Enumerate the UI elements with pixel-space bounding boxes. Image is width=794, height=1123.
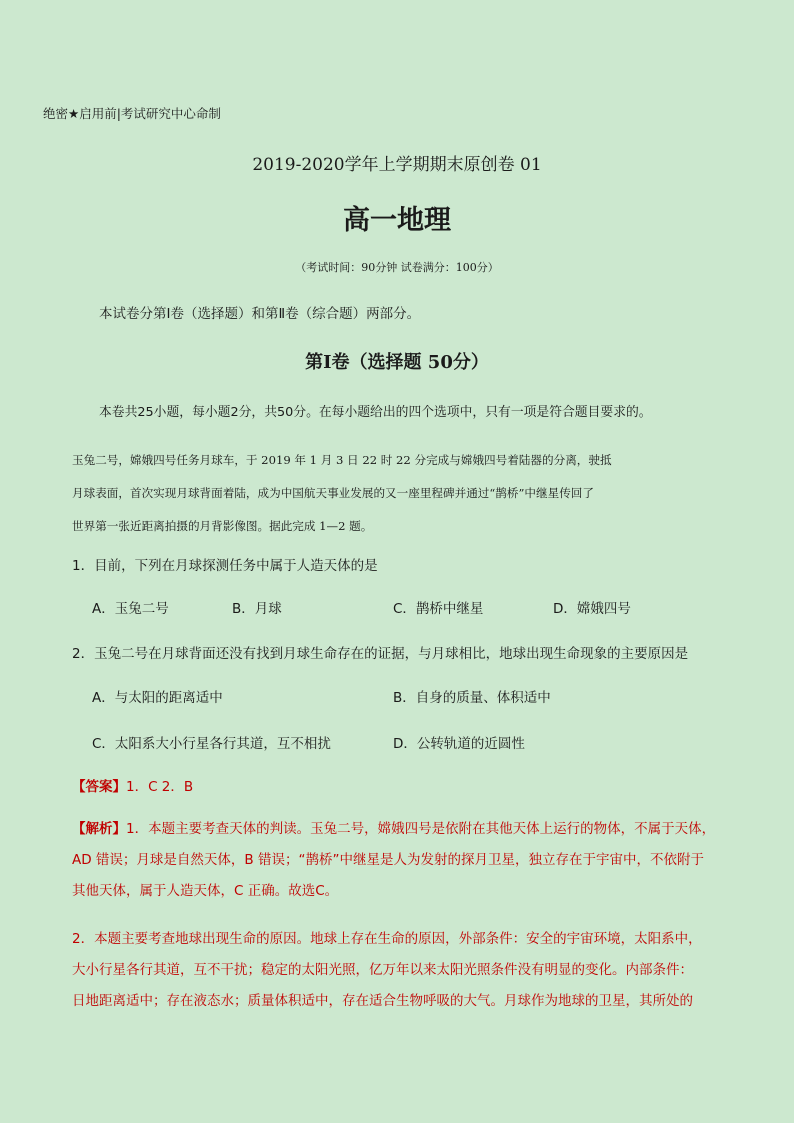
question-1-stem: 1．目前，下列在月球探测任务中属于人造天体的是 [72, 558, 378, 574]
q2-option-d: D．公转轨道的近圆性 [393, 736, 525, 752]
q1-option-c: C．鹊桥中继星 [393, 601, 484, 617]
paper-title: 2019-2020学年上学期期末原创卷 01 [252, 155, 542, 175]
analysis-line: 2．本题主要考查地球出现生命的原因。地球上存在生命的原因，外部条件：安全的宇宙环境，太阳系中， [72, 931, 702, 947]
analysis-line: AD 错误；月球是自然天体，B 错误；“鹊桥”中继星是人为发射的探月卫星，独立存在于宇宙中，不依附于 [72, 852, 704, 868]
analysis-paragraph-2 [72, 924, 732, 1017]
question-2-stem: 2．玉兔二号在月球背面还没有找到月球生命存在的证据，与月球相比，地球出现生命现象的主要原因是 [72, 646, 689, 662]
q1-option-a: A．玉兔二号 [92, 601, 169, 617]
section-description: 本卷共25小题，每小题2分，共50分。在每小题给出的四个选项中，只有一项是符合题目要求的。 [99, 405, 652, 420]
section-title: 第Ⅰ卷（选择题 50分） [305, 352, 489, 373]
analysis-line: 大小行星各行其道，互不干扰；稳定的太阳光照，亿万年以来太阳光照条件没有明显的变化。内部条件： [72, 962, 693, 978]
answer-label: 【答案】 [72, 779, 126, 795]
passage-line: 玉兔二号，嫦娥四号任务月球车，于 2019 年 1 月 3 日 22 时 22 分完成与嫦娥四号着陆器的分离，驶抵 [72, 453, 612, 467]
analysis-label: 【解析】 [72, 821, 126, 837]
analysis-line: 其他天体，属于人造天体，C 正确。故选C。 [72, 883, 339, 899]
subject-title: 高一地理 [343, 205, 451, 236]
answer-line [72, 775, 193, 795]
header-note: 绝密★启用前|考试研究中心命制 [43, 106, 221, 121]
q1-option-b: B．月球 [232, 601, 282, 617]
q2-option-b: B．自身的质量、体积适中 [393, 690, 551, 706]
intro-text: 本试卷分第Ⅰ卷（选择题）和第Ⅱ卷（综合题）两部分。 [99, 306, 421, 322]
answer-text: 1．C 2．B [126, 779, 194, 795]
analysis-paragraph-1 [72, 814, 732, 907]
passage-line: 世界第一张近距离拍摄的月背影像图。据此完成 1—2 题。 [72, 519, 373, 533]
q2-option-a: A．与太阳的距离适中 [92, 690, 223, 706]
q2-option-c: C．太阳系大小行星各行其道，互不相扰 [92, 736, 331, 752]
analysis-line: 1．本题主要考查天体的判读。玉兔二号，嫦娥四号是依附在其他天体上运行的物体，不属于天体， [126, 821, 716, 837]
analysis-line: 日地距离适中；存在液态水；质量体积适中，存在适合生物呼吸的大气。月球作为地球的卫星，其所处的 [72, 993, 693, 1009]
passage-line: 月球表面，首次实现月球背面着陆，成为中国航天事业发展的又一座里程碑并通过“鹊桥”中继星传回了 [72, 486, 594, 500]
q1-option-d: D．嫦娥四号 [553, 601, 631, 617]
exam-info: （考试时间：90分钟 试卷满分：100分） [295, 261, 499, 274]
reading-passage [72, 444, 732, 543]
